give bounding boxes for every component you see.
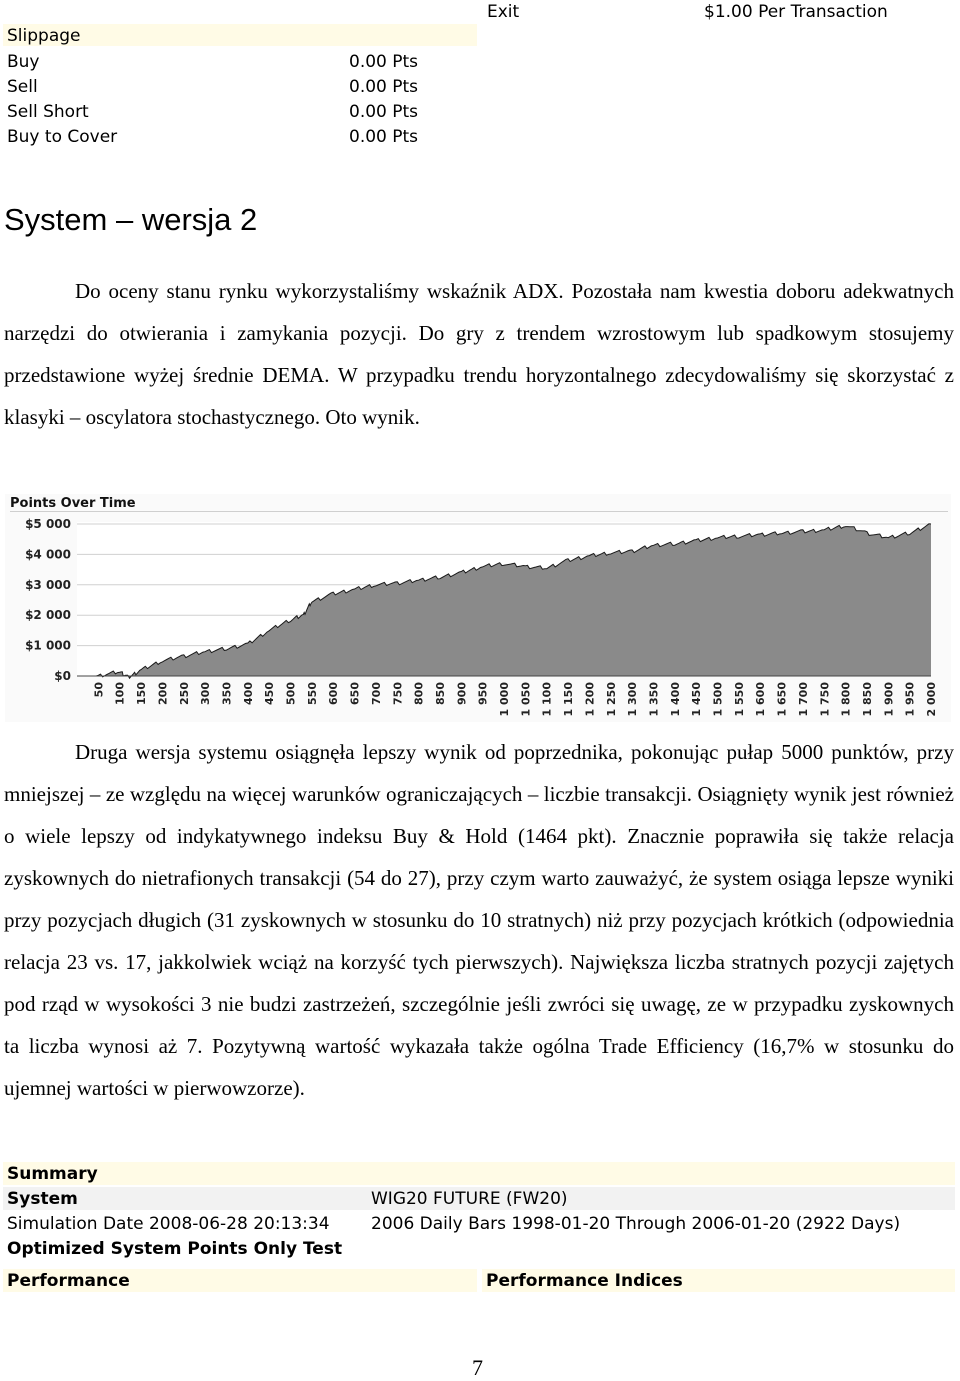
performance-header-row [3,1269,477,1292]
chart-x-tick-label: 1 050 [519,682,533,717]
exit-value: $1.00 Per Transaction [704,2,888,22]
body-paragraph [4,731,954,1109]
chart-x-tick-label: 1 250 [604,682,618,717]
performance-label: Performance [7,1271,130,1291]
exit-label: Exit [487,2,520,22]
summary-system-label: System [7,1189,78,1209]
section-heading: System – wersja 2 [4,202,258,237]
chart-y-tick-label: $2 000 [25,608,71,623]
summary-sim-date-label: Simulation Date 2008-06-28 20:13:34 [7,1214,330,1234]
summary-system-row [3,1187,955,1210]
chart-x-tick-label: 1 150 [562,682,576,717]
chart-x-tick-label: 100 [113,682,127,705]
chart-x-tick-label: 400 [241,682,255,705]
chart-y-tick-label: $5 000 [25,517,71,531]
chart-y-tick-label: $0 [54,669,71,683]
performance-indices-label: Performance Indices [486,1271,683,1291]
chart-svg [5,494,951,722]
intro-paragraph [4,270,954,438]
chart-x-tick-label: 1 450 [690,682,704,717]
chart-x-tick-label: 1 400 [668,682,682,717]
chart-x-tick-label: 200 [156,682,170,705]
chart-x-tick-label: 750 [391,682,405,705]
chart-x-tick-label: 350 [220,682,234,705]
slippage-sell-value: 0.00 Pts [349,77,419,97]
slippage-buy-value: 0.00 Pts [349,52,419,72]
summary-header: Summary [7,1164,98,1184]
page-number: 7 [472,1355,483,1380]
chart-x-tick-label: 800 [412,682,426,705]
chart-x-tick-label: 1 900 [882,682,896,717]
points-over-time-chart [5,494,951,722]
chart-x-tick-label: 900 [455,682,469,705]
chart-x-tick-label: 1 650 [775,682,789,717]
chart-x-tick-label: 1 000 [498,682,511,717]
summary-sim-date-value: 2006 Daily Bars 1998-01-20 Through 2006-01-20 (2922 Days) [371,1214,901,1234]
chart-x-tick-label: 1 750 [818,682,832,717]
chart-x-tick-label: 700 [369,682,383,705]
chart-x-tick-label: 500 [284,682,298,705]
chart-x-tick-label: 600 [327,682,341,705]
chart-x-tick-label: 1 700 [796,682,810,717]
slippage-buytocover-value: 0.00 Pts [349,127,419,147]
slippage-sellshort-label: Sell Short [7,102,89,122]
slippage-header-row [3,24,477,46]
chart-x-tick-label: 1 500 [711,682,725,717]
chart-x-tick-label: 1 300 [626,682,640,717]
chart-x-tick-label: 50 [92,682,106,698]
slippage-buytocover-label: Buy to Cover [7,127,118,147]
chart-x-tick-label: 1 850 [860,682,874,717]
chart-x-tick-label: 450 [263,682,277,705]
chart-x-tick-label: 250 [177,682,191,705]
slippage-buy-label: Buy [7,52,40,72]
slippage-sellshort-value: 0.00 Pts [349,102,419,122]
chart-x-tick-label: 1 800 [839,682,853,717]
chart-y-tick-label: $3 000 [25,577,71,592]
summary-header-row [3,1162,955,1185]
chart-x-tick-label: 850 [433,682,447,705]
chart-x-tick-label: 1 350 [647,682,661,717]
chart-x-tick-label: 1 600 [754,682,768,717]
summary-system-value: WIG20 FUTURE (FW20) [371,1189,568,1209]
slippage-sell-label: Sell [7,77,38,97]
chart-x-tick-label: 300 [199,682,213,705]
summary-test-label: Optimized System Points Only Test [7,1239,343,1259]
chart-title: Points Over Time [10,496,136,511]
slippage-header: Slippage [7,26,81,46]
chart-x-tick-label: 1 550 [732,682,746,717]
body-text: Druga wersja systemu osiągnęła lepszy wynik od poprzednika, pokonując pułap 5000 punktów, przy mniejszej – ze względu na więcej warunków ograniczających – liczbie transakcji. Osiągnięty wynik jest również o wiele lepszy od indykatywnego indeksu Buy & Hold (1464 pkt). Znacznie poprawiła się także relacja zyskownych do nietrafionych transakcji (54 do 27), przy czym warto zauważyć, że system osiąga lepsze wyniki przy pozycjach długich (31 zyskownych w stosunku do 10 stratnych) niż przy pozycjach krótkich (odpowiednia relacja 23 vs. 17, jakkolwiek wciąż na korzyść tych pierwszych). Największa liczba stratnych pozycji zajętych pod rząd w wysokości 3 nie budzi zastrzeżeń, szczególnie jeśli zwróci się uwagę, ze w przypadku zyskownych ta liczba wynosi aż 7. Pozytywną wartość wykazała także ogólna Trade Efficiency (16,7% w stosunku do ujemnej wartości w pierwowzorze). [4,740,954,1100]
intro-text: Do oceny stanu rynku wykorzystaliśmy wskaźnik ADX. Pozostała nam kwestia doboru adekwatnych narzędzi do otwierania i zamykania pozycji. Do gry z trendem wzrostowym lub spadkowym stosujemy przedstawione wyżej średnie DEMA. W przypadku trendu horyzontalnego zdecydowaliśmy się skorzystać z klasyki – oscylatora stochastycznego. Oto wynik. [4,279,954,429]
chart-x-tick-label: 650 [348,682,362,705]
chart-x-tick-label: 1 100 [540,682,554,717]
chart-x-tick-label: 950 [476,682,490,705]
chart-y-tick-label: $1 000 [25,638,71,653]
chart-x-tick-label: 2 000 [925,682,938,717]
chart-x-tick-label: 150 [135,682,149,705]
chart-x-tick-label: 1 950 [903,682,917,717]
chart-x-tick-label: 550 [305,682,319,705]
chart-y-tick-label: $4 000 [25,547,71,562]
chart-x-tick-label: 1 200 [583,682,597,717]
performance-indices-header-row [482,1269,955,1292]
